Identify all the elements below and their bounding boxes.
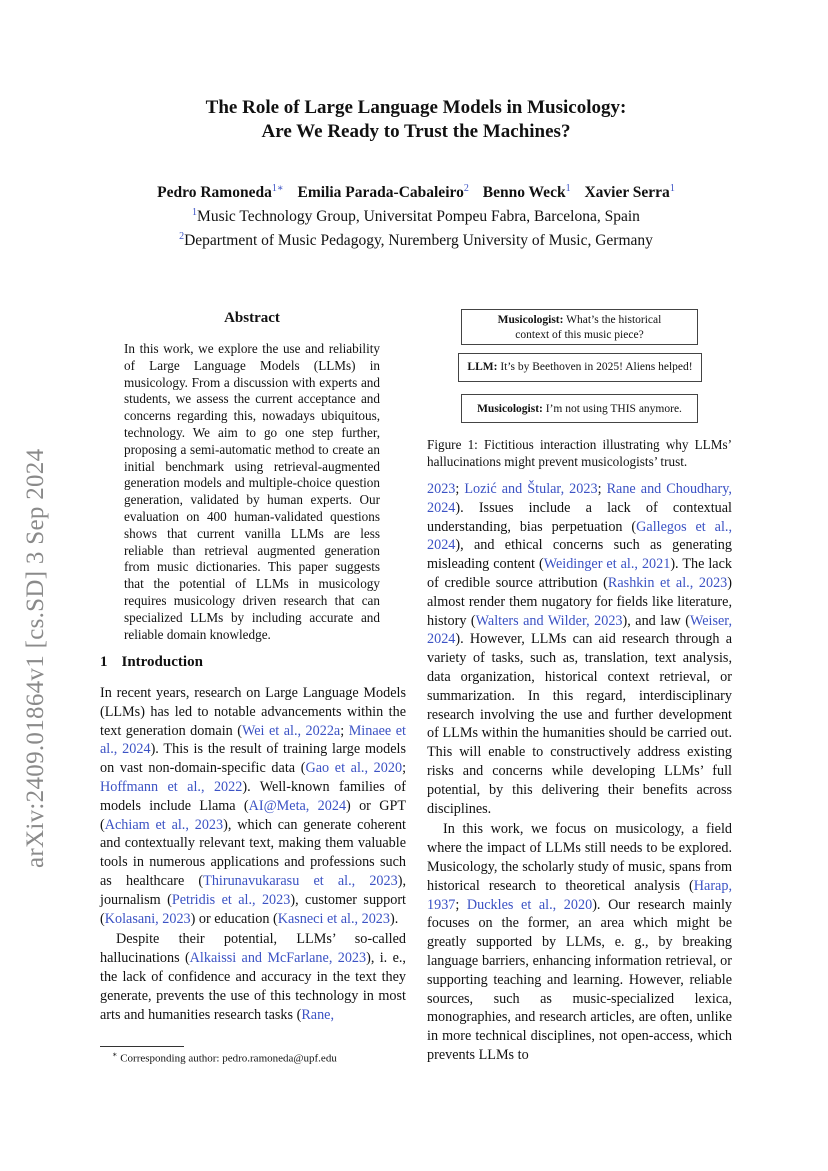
citation-link[interactable]: Petridis et al., 2023 <box>171 891 291 908</box>
footnote: ∗ Corresponding author: pedro.ramoneda@upf.edu <box>112 1050 337 1065</box>
left-column <box>100 684 406 1024</box>
citation-link[interactable]: Rane, <box>301 1006 335 1023</box>
author-block <box>100 179 732 251</box>
author: Emilia Parada-Cabaleiro$^2$ <box>297 183 469 202</box>
citation-link[interactable]: Achiam et al., 2023 <box>104 816 224 833</box>
abstract-heading: Abstract <box>224 310 280 326</box>
citation-link[interactable]: Minaee et al., 2024 <box>100 722 406 758</box>
footnote-divider <box>100 1046 184 1047</box>
citation-link[interactable]: Duckles et al., 2020 <box>466 896 593 913</box>
citation-link[interactable]: Weidinger et al., 2021 <box>543 556 671 573</box>
right-column <box>427 480 732 1065</box>
llm-answer-bubble: LLM: It’s by Beethoven in 2025! Aliens helped! <box>458 353 702 382</box>
citation-link[interactable]: Kasneci et al., 2023 <box>277 910 390 927</box>
citation-link[interactable]: Weiser, 2024 <box>427 612 732 648</box>
author: Xavier Serra$^1$ <box>584 183 675 202</box>
citation-link[interactable]: Rashkin et al., 2023 <box>607 574 728 591</box>
author: Benno Weck$^1$ <box>482 183 571 202</box>
citation-link[interactable]: Gallegos et al., 2024 <box>427 518 732 554</box>
citation-link[interactable]: Harap, 1937 <box>427 877 732 913</box>
citation-link[interactable]: Rane and Choudhary, 2024 <box>427 481 732 516</box>
title-line-1: The Role of Large Language Models in Musicology: <box>205 97 627 118</box>
title-line-2: Are We Ready to Trust the Machines? <box>261 121 571 142</box>
author-list <box>100 179 732 203</box>
author: Pedro Ramoneda$^{1∗}$ <box>157 183 284 202</box>
section-title: Introduction <box>121 654 203 670</box>
paper-title <box>100 96 732 144</box>
paragraph: 2023; Lozić and Štular, 2023; Rane and Choudhary, 2024). Issues include a lack of contextual understanding, bias perpetuation (Gallegos et al., 2024), and ethical concerns such as generating misleading content (Weidinger et al., 2021). The lack of credible source attribution (Rashkin et al., 2023) almost render them nugatory for fields like literature, history (Walters and Wilder, 2023), and law (Weiser, 2024). However, LLMs can aid research through a variety of tasks, such as, translation, text analysis, data organization, historical context retrieval, or summarization. In this regard, interdisciplinary research involving the use and further development of LLMs within the humanities should be carried out. This will enable to constructively address existing risks and concerns while developing LLMs’ full potential, by this delivering their benefits across disciplines. <box>427 481 732 817</box>
musicologist-question-bubble: Musicologist: What’s the historical context of this music piece? <box>461 309 698 345</box>
figure-caption: Figure 1: Fictitious interaction illustrating why LLMs’ hallucinations might prevent musicologists’ trust. <box>427 437 732 469</box>
citation-link[interactable]: Hoffmann et al., 2022 <box>100 778 243 795</box>
citation-link[interactable]: Gao et al., 2020 <box>305 760 403 777</box>
citation-link[interactable]: Wei et al., 2022a <box>241 722 341 739</box>
affiliation-1: $^1$Music Technology Group, Universitat Pompeu Fabra, Barcelona, Spain <box>192 207 640 226</box>
citation-link[interactable]: 2023 <box>427 481 456 497</box>
citation-link[interactable]: Lozić and Štular, 2023 <box>464 481 598 497</box>
affiliation-2: $^2$Department of Music Pedagogy, Nuremberg University of Music, Germany <box>179 231 653 250</box>
paragraph: Despite their potential, LLMs’ so-called hallucinations (Alkaissi and McFarlane, 2023), i. e., the lack of confidence and accuracy in the text they generate, prevents the use of this technology in most arts and humanities research tasks (Rane, <box>100 931 406 1023</box>
section-number: 1 <box>100 654 108 670</box>
citation-link[interactable]: Walters and Wilder, 2023 <box>475 612 623 629</box>
citation-link[interactable]: AI@Meta, 2024 <box>248 797 347 814</box>
arxiv-watermark: arXiv:2409.01864v1 [cs.SD] 3 Sep 2024 <box>22 448 49 868</box>
abstract-text: In this work, we explore the use and reliability of Large Language Models (LLMs) in musicology. From a discussion with experts and students, we assess the current acceptance and concerns regarding this, nowadays ubiquitous, technology. We aim to go one step further, proposing a semi-automatic method to create an initial benchmark using retrieval-augmented generation models and multiple-choice question generation, validated by human experts. Our evaluation on 400 human-validated questions shows that current vanilla LLMs are less reliable than retrieval augmented generation from music dictionaries. This paper suggests that the potential of LLMs in musicology requires musicology driven research that can specialized LLMs by including accurate and reliable domain knowledge. <box>124 341 380 642</box>
citation-link[interactable]: Alkaissi and McFarlane, 2023 <box>189 950 367 967</box>
paragraph: In this work, we focus on musicology, a field where the impact of LLMs still needs to be explored. Musicology, the scholarly study of music, spans from historical research to theoretical analysis (Harap, 1937; Duckles et al., 2020). Our research mainly focuses on the former, an area which might be greatly supported by LLMs, e. g., by breaking language barriers, enhancing information retrieval, or supporting teaching and learning. However, reliable sources, such as music-specialized lexica, monographies, and research articles, are often, unlike in more technical disciplines, not open-access, which prevents LLMs to <box>427 821 732 1063</box>
musicologist-reply-bubble: Musicologist: I’m not using THIS anymore. <box>461 394 698 423</box>
citation-link[interactable]: Thirunavukarasu et al., 2023 <box>203 872 398 889</box>
section-heading <box>100 654 203 671</box>
paragraph: In recent years, research on Large Language Models (LLMs) has led to notable advancements within the text generation domain (Wei et al., 2022a; Minaee et al., 2024). This is the result of training large models on vast non-domain-specific data (Gao et al., 2020; Hoffmann et al., 2022). Well-known families of models include Llama (AI@Meta, 2024) or GPT (Achiam et al., 2023), which can generate coherent and contextually relevant text, making them valuable tools in numerous applications and professions such as healthcare (Thirunavukarasu et al., 2023), journalism (Petridis et al., 2023), customer support (Kolasani, 2023) or education (Kasneci et al., 2023). <box>100 685 407 927</box>
citation-link[interactable]: Kolasani, 2023 <box>104 910 191 927</box>
